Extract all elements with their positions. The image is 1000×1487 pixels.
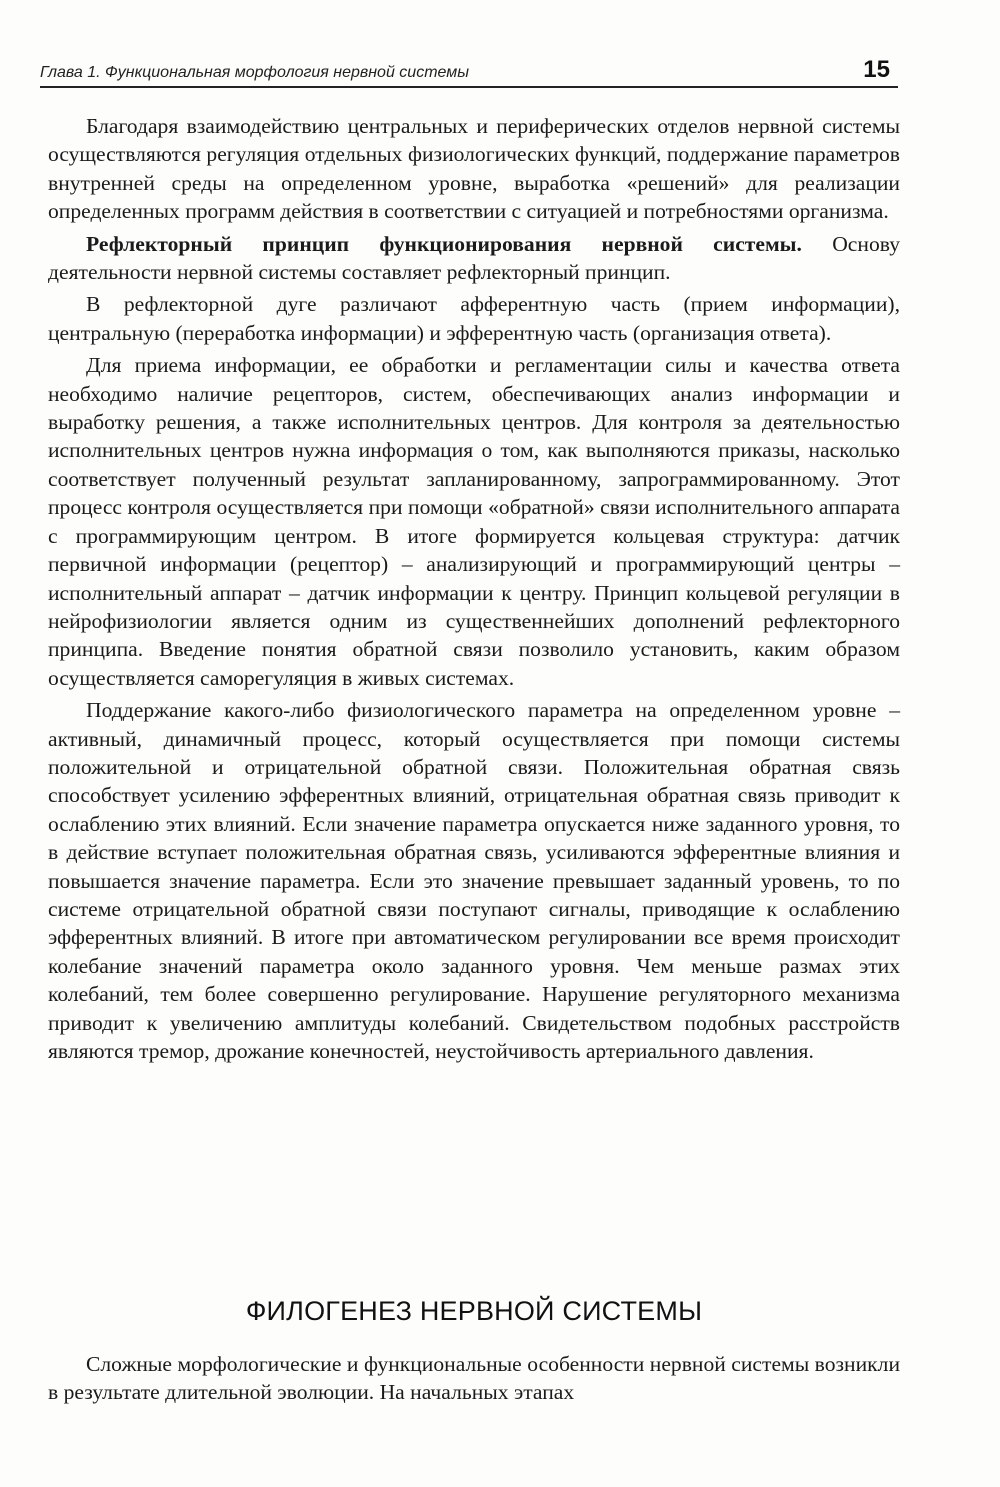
paragraph-2 bbox=[48, 230, 900, 287]
main-text bbox=[48, 112, 900, 1065]
page-number: 15 bbox=[863, 56, 890, 83]
paragraph-3: В рефлекторной дуге различают афферентную часть (прием информации), центральную (переработка информации) и эфферентную часть (организация ответа). bbox=[48, 292, 900, 345]
running-header bbox=[40, 52, 898, 88]
paragraph-5: Поддержание какого-либо физиологического параметра на определенном уровне – активный, динамичный процесс, который осуществляется при помощи системы положительной и отрицательной обратной связи. Положительная обратная связь способствует усилению эфферентных влияний, отрицательная обратная связь приводит к ослаблению этих влияний. Если значение параметра опускается ниже заданного уровня, то в действие вступает положительная обратная связь, усиливаются эфферентные влияния и повышается значение параметра. Если это значение превышает заданный уровень, то по системе отрицательной обратной связи поступают сигналы, приводящие к ослаблению эфферентных влияний. В итоге при автоматическом регулировании все время происходит колебание значений параметра около заданного уровня. Чем меньше размах этих колебаний, тем более совершенно регулирование. Нарушение регуляторного механизма приводит к увеличению амплитуды колебаний. Свидетельством подобных расстройств являются тремор, дрожание конечностей, неустойчивость артериального давления. bbox=[48, 698, 900, 1063]
section-heading: ФИЛОГЕНЕЗ НЕРВНОЙ СИСТЕМЫ bbox=[245, 1296, 703, 1326]
paragraph-2-bold-lead: Рефлекторный принцип функционирования нервной системы. bbox=[86, 231, 802, 256]
running-title: Глава 1. Функциональная морфология нервной системы bbox=[40, 64, 469, 81]
section-text bbox=[48, 1350, 900, 1407]
paragraph-1: Благодаря взаимодействию центральных и периферических отделов нервной системы осуществляются регуляция отдельных физиологических функций, поддержание параметров внутренней среды на определенном уровне, выработка «решений» для реализации определенных программ действия в соответствии с ситуацией и потребностями организма. bbox=[48, 114, 900, 224]
paragraph-2-text: Основу деятельности нервной системы составляет рефлекторный принцип. bbox=[48, 231, 900, 285]
section-paragraph-1: Сложные морфологические и функциональные особенности нервной системы возникли в результате длительной эволюции. На начальных этапах bbox=[48, 1352, 900, 1405]
paragraph-4: Для приема информации, ее обработки и регламентации силы и качества ответа необходимо наличие рецепторов, систем, обеспечивающих анализ информации и выработку решения, а также исполнительных центров. Для контроля за деятельностью исполнительных центров нужна информация о том, как выполняются приказы, насколько соответствует полученный результат запланированному, запрограммированному. Этот процесс контроля осуществляется при помощи «обратной» связи исполнительного аппарата с программирующим центром. В итоге формируется кольцевая структура: датчик первичной информации (рецептор) – анализирующий и программирующий центры – исполнительный аппарат – датчик информации к центру. Принцип кольцевой регуляции в нейрофизиологии является одним из существеннейших дополнений рефлекторного принципа. Введение понятия обратной связи позволило установить, каким образом осуществляется саморегуляция в живых системах. bbox=[48, 353, 900, 690]
